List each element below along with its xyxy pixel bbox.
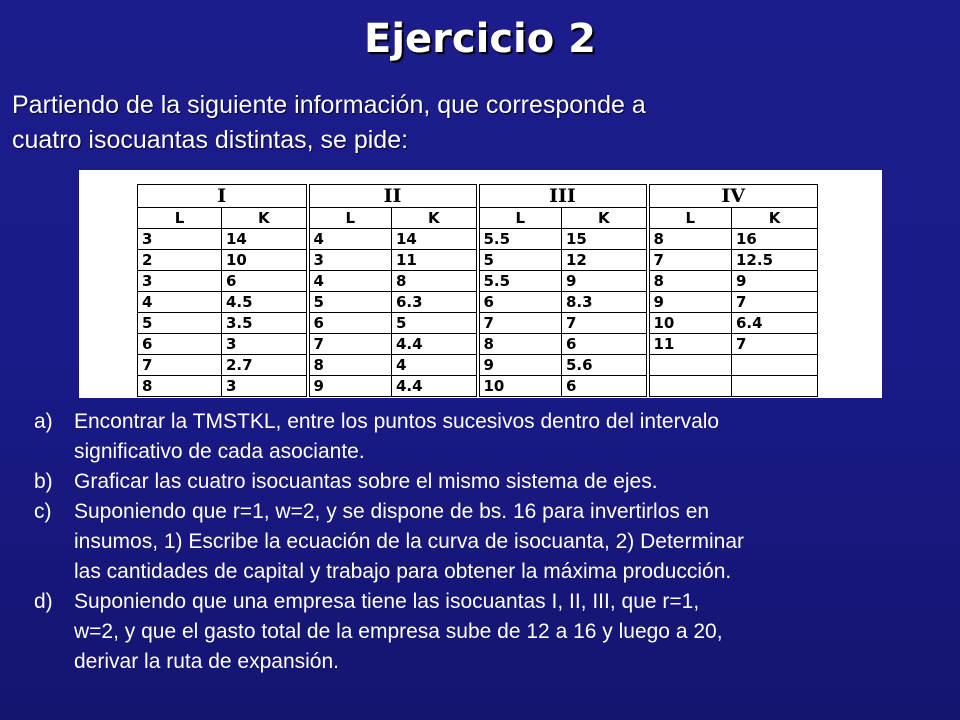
table-cell: 2 — [138, 250, 222, 271]
table-row — [138, 250, 818, 271]
sub-header-l: L — [478, 208, 562, 229]
table-cell: 16 — [732, 229, 818, 250]
table-cell — [648, 376, 732, 397]
table-cell: 4.5 — [222, 292, 308, 313]
table-cell: 7 — [138, 355, 222, 376]
table-cell: 10 — [222, 250, 308, 271]
sub-header-k: K — [392, 208, 478, 229]
table-cell: 8.3 — [562, 292, 648, 313]
table-row — [138, 334, 818, 355]
table-cell: 5 — [308, 292, 392, 313]
task-item-a — [34, 407, 934, 467]
table-cell: 4 — [308, 229, 392, 250]
table-cell: 6 — [562, 376, 648, 397]
table-cell: 3 — [138, 271, 222, 292]
group-header-iii: III — [478, 185, 648, 208]
table-cell: 3 — [138, 229, 222, 250]
intro-text — [12, 88, 912, 158]
task-line: Suponiendo que una empresa tiene las isocuantas I, II, III, que r=1, — [74, 590, 700, 613]
table-cell: 9 — [648, 292, 732, 313]
table-cell: 6 — [222, 271, 308, 292]
table-cell: 8 — [138, 376, 222, 397]
table-cell: 3 — [222, 334, 308, 355]
table-cell: 6 — [478, 292, 562, 313]
table-row — [138, 292, 818, 313]
table-row — [138, 376, 818, 397]
table-cell: 7 — [732, 292, 818, 313]
table-cell: 4 — [308, 271, 392, 292]
table-cell: 5.5 — [478, 271, 562, 292]
table-cell — [732, 376, 818, 397]
table-cell: 14 — [222, 229, 308, 250]
table-cell: 7 — [732, 334, 818, 355]
table-cell: 6.3 — [392, 292, 478, 313]
intro-line: cuatro isocuantas distintas, se pide: — [12, 126, 409, 154]
task-line: derivar la ruta de expansión. — [74, 650, 339, 673]
table-cell: 7 — [562, 313, 648, 334]
table-row — [138, 313, 818, 334]
table-cell: 4.4 — [392, 334, 478, 355]
table-cell: 9 — [562, 271, 648, 292]
table-cell: 12 — [562, 250, 648, 271]
table-cell: 3 — [308, 250, 392, 271]
task-line: las cantidades de capital y trabajo para obtener la máxima producción. — [74, 560, 732, 583]
sub-header-k: K — [562, 208, 648, 229]
table-cell: 6 — [138, 334, 222, 355]
task-line: Suponiendo que r=1, w=2, y se dispone de bs. 16 para invertirlos en — [74, 500, 710, 523]
table-cell: 9 — [732, 271, 818, 292]
table-cell: 4 — [138, 292, 222, 313]
table-cell: 9 — [308, 376, 392, 397]
table-cell: 8 — [392, 271, 478, 292]
sub-header-l: L — [648, 208, 732, 229]
table-cell: 6 — [308, 313, 392, 334]
table-panel — [79, 170, 882, 398]
task-line: w=2, y que el gasto total de la empresa sube de 12 a 16 y luego a 20, — [74, 620, 723, 643]
table-row — [138, 271, 818, 292]
table-cell: 10 — [648, 313, 732, 334]
table-row — [138, 229, 818, 250]
sub-header-k: K — [222, 208, 308, 229]
task-list — [34, 407, 934, 677]
sub-header-k: K — [732, 208, 818, 229]
table-cell: 7 — [478, 313, 562, 334]
task-line: Encontrar la TMSTKL, entre los puntos sucesivos dentro del intervalo — [74, 410, 720, 433]
group-header-ii: II — [308, 185, 478, 208]
table-cell: 3 — [222, 376, 308, 397]
task-marker: a) — [34, 410, 53, 433]
table-cell: 8 — [648, 229, 732, 250]
table-cell — [648, 355, 732, 376]
table-cell: 4 — [392, 355, 478, 376]
task-marker: c) — [34, 500, 52, 523]
table-row — [138, 355, 818, 376]
task-marker: b) — [34, 470, 53, 493]
table-cell: 8 — [648, 271, 732, 292]
table-cell: 14 — [392, 229, 478, 250]
task-line: Graficar las cuatro isocuantas sobre el mismo sistema de ejes. — [74, 470, 658, 493]
intro-line: Partiendo de la siguiente información, que corresponde a — [12, 91, 646, 119]
table-cell: 5.6 — [562, 355, 648, 376]
sub-header-l: L — [308, 208, 392, 229]
table-cell: 6 — [562, 334, 648, 355]
task-item-d — [34, 587, 934, 677]
table-cell: 11 — [648, 334, 732, 355]
table-cell: 5 — [138, 313, 222, 334]
sub-header-l: L — [138, 208, 222, 229]
table-cell: 3.5 — [222, 313, 308, 334]
task-item-c — [34, 497, 934, 587]
task-item-b — [34, 467, 934, 497]
table-cell: 7 — [648, 250, 732, 271]
group-header-i: I — [138, 185, 308, 208]
task-marker: d) — [34, 590, 53, 613]
table-cell: 15 — [562, 229, 648, 250]
table-cell: 12.5 — [732, 250, 818, 271]
table-cell: 5.5 — [478, 229, 562, 250]
table-cell: 7 — [308, 334, 392, 355]
slide-title: Ejercicio 2 — [364, 16, 596, 62]
table-cell: 8 — [478, 334, 562, 355]
group-header-row — [138, 185, 818, 208]
task-line: insumos, 1) Escribe la ecuación de la curva de isocuanta, 2) Determinar — [74, 530, 744, 553]
table-cell — [732, 355, 818, 376]
table-cell: 4.4 — [392, 376, 478, 397]
table-cell: 2.7 — [222, 355, 308, 376]
table-cell: 11 — [392, 250, 478, 271]
table-cell: 8 — [308, 355, 392, 376]
isoquant-table — [137, 184, 818, 397]
table-cell: 6.4 — [732, 313, 818, 334]
task-line: significativo de cada asociante. — [74, 440, 365, 463]
sub-header-row — [138, 208, 818, 229]
group-header-iv: IV — [648, 185, 818, 208]
table-cell: 5 — [478, 250, 562, 271]
table-cell: 5 — [392, 313, 478, 334]
table-cell: 10 — [478, 376, 562, 397]
table-cell: 9 — [478, 355, 562, 376]
